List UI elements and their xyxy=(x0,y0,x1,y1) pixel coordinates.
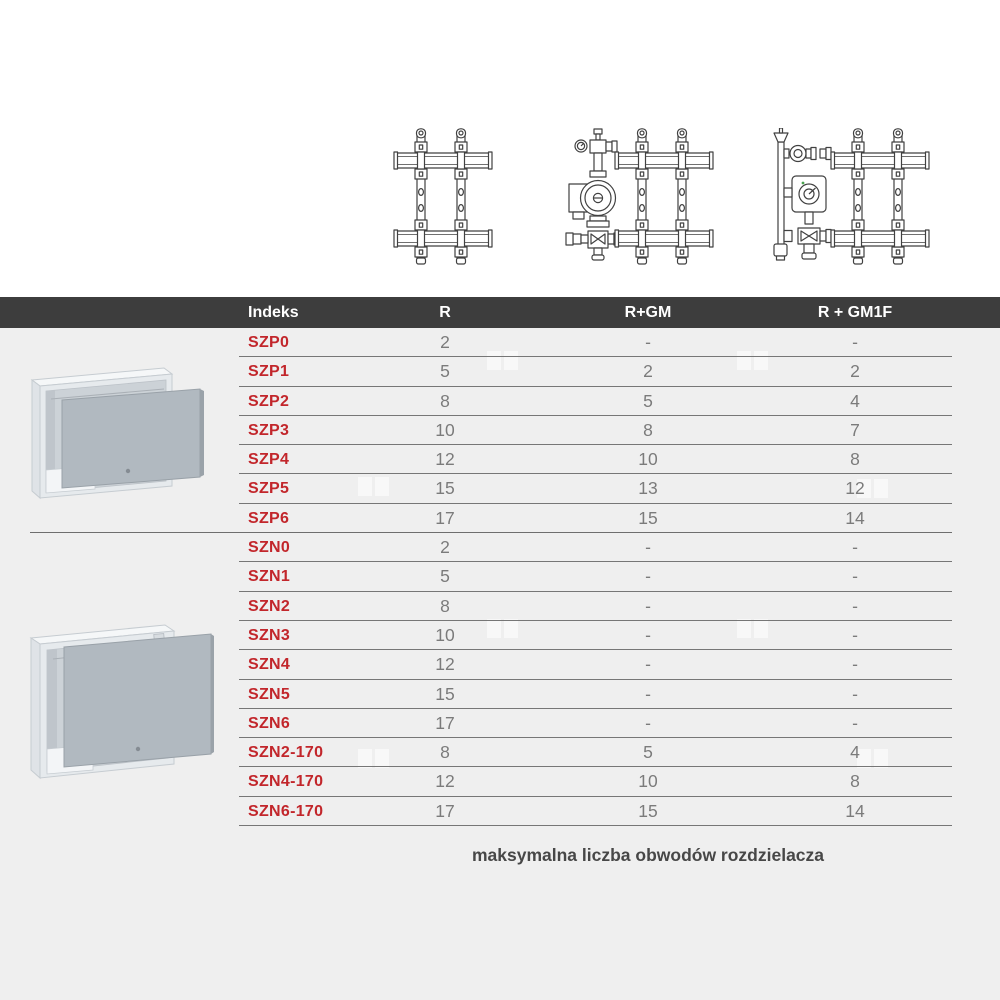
r-cell: 5 xyxy=(440,361,450,382)
r-gm1f-cell: - xyxy=(852,654,858,675)
column-header-r: R xyxy=(439,304,451,321)
manifold-r-gm-diagram-icon xyxy=(560,128,715,268)
r-gm1f-cell: - xyxy=(852,537,858,558)
table-row xyxy=(0,680,1000,709)
r-gm-cell: 5 xyxy=(643,742,653,763)
table-row xyxy=(0,445,1000,474)
manifold-r-gm1f-diagram-icon xyxy=(770,128,938,268)
r-gm-cell: - xyxy=(645,537,651,558)
table-caption: maksymalna liczba obwodów rozdzielacza xyxy=(471,845,825,865)
r-gm1f-cell: 14 xyxy=(845,800,865,821)
r-cell: 17 xyxy=(435,800,455,821)
column-header-indeks: Indeks xyxy=(248,304,299,321)
column-header-r-gm: R+GM xyxy=(624,304,672,321)
r-cell: 8 xyxy=(440,595,450,616)
r-gm1f-cell: 8 xyxy=(850,771,860,792)
table-row xyxy=(0,797,1000,826)
r-gm1f-cell: - xyxy=(852,566,858,587)
index-cell: SZP6 xyxy=(248,509,290,527)
table-row xyxy=(0,592,1000,621)
r-gm-cell: - xyxy=(645,654,651,675)
r-gm1f-cell: 2 xyxy=(850,361,860,382)
r-gm1f-cell: - xyxy=(852,683,858,704)
r-gm-cell: 8 xyxy=(643,419,653,440)
r-gm1f-cell: 4 xyxy=(850,742,860,763)
table-row xyxy=(0,738,1000,767)
r-gm-cell: - xyxy=(645,595,651,616)
r-gm-cell: - xyxy=(645,712,651,733)
index-cell: SZN4-170 xyxy=(248,773,324,791)
r-cell: 10 xyxy=(435,419,455,440)
spec-table xyxy=(0,328,1000,826)
table-bottom-border xyxy=(239,825,952,826)
table-row xyxy=(0,650,1000,679)
table-row xyxy=(0,533,1000,562)
index-cell: SZP0 xyxy=(248,334,290,351)
r-cell: 10 xyxy=(435,624,455,645)
index-cell: SZN4 xyxy=(248,656,291,674)
r-cell: 2 xyxy=(440,332,450,352)
r-gm-cell: 5 xyxy=(643,390,653,411)
r-gm-cell: 2 xyxy=(643,361,653,382)
table-header-bar xyxy=(0,297,1000,328)
r-gm-cell: - xyxy=(645,624,651,645)
r-cell: 8 xyxy=(440,742,450,763)
r-gm-cell: 13 xyxy=(638,478,658,499)
r-gm1f-cell: - xyxy=(852,712,858,733)
table-row xyxy=(0,416,1000,445)
table-row xyxy=(0,328,1000,357)
r-cell: 12 xyxy=(435,654,455,675)
index-cell: SZP2 xyxy=(248,392,290,410)
r-cell: 8 xyxy=(440,390,450,411)
manifold-r-diagram-icon xyxy=(393,128,493,268)
r-cell: 12 xyxy=(435,449,455,470)
r-gm1f-cell: 4 xyxy=(850,390,860,411)
index-cell: SZN6-170 xyxy=(248,802,324,820)
r-cell: 17 xyxy=(435,507,455,528)
index-cell: SZP5 xyxy=(248,480,290,498)
index-cell: SZN6 xyxy=(248,714,291,732)
table-row xyxy=(0,504,1000,533)
r-gm-cell: - xyxy=(645,332,651,352)
r-cell: 12 xyxy=(435,771,455,792)
index-cell: SZP1 xyxy=(248,363,290,381)
r-gm1f-cell: 8 xyxy=(850,449,860,470)
r-gm-cell: 10 xyxy=(638,771,658,792)
r-gm1f-cell: - xyxy=(852,595,858,616)
r-gm1f-cell: 12 xyxy=(845,478,865,499)
index-cell: SZN1 xyxy=(248,568,291,586)
table-row xyxy=(0,387,1000,416)
r-gm-cell: 10 xyxy=(638,449,658,470)
index-cell: SZN2-170 xyxy=(248,744,324,762)
table-row xyxy=(0,709,1000,738)
r-gm1f-cell: 14 xyxy=(845,507,865,528)
r-gm-cell: - xyxy=(645,683,651,704)
r-cell: 15 xyxy=(435,683,455,704)
r-cell: 17 xyxy=(435,712,455,733)
column-header-r-gm1f: R + GM1F xyxy=(817,304,893,321)
index-cell: SZN2 xyxy=(248,597,291,615)
r-gm1f-cell: - xyxy=(852,624,858,645)
r-cell: 15 xyxy=(435,478,455,499)
table-row xyxy=(0,357,1000,386)
table-row xyxy=(0,767,1000,796)
index-cell: SZP3 xyxy=(248,421,290,439)
table-row xyxy=(0,562,1000,591)
r-gm-cell: 15 xyxy=(638,507,658,528)
r-gm-cell: - xyxy=(645,566,651,587)
index-cell: SZN0 xyxy=(248,539,291,557)
table-row xyxy=(0,474,1000,503)
r-gm1f-cell: 7 xyxy=(850,419,860,440)
table-row xyxy=(0,621,1000,650)
r-cell: 5 xyxy=(440,566,450,587)
index-cell: SZN3 xyxy=(248,626,291,644)
r-gm1f-cell: - xyxy=(852,332,858,352)
index-cell: SZN5 xyxy=(248,685,291,703)
r-gm-cell: 15 xyxy=(638,800,658,821)
r-cell: 2 xyxy=(440,537,450,558)
index-cell: SZP4 xyxy=(248,451,290,469)
